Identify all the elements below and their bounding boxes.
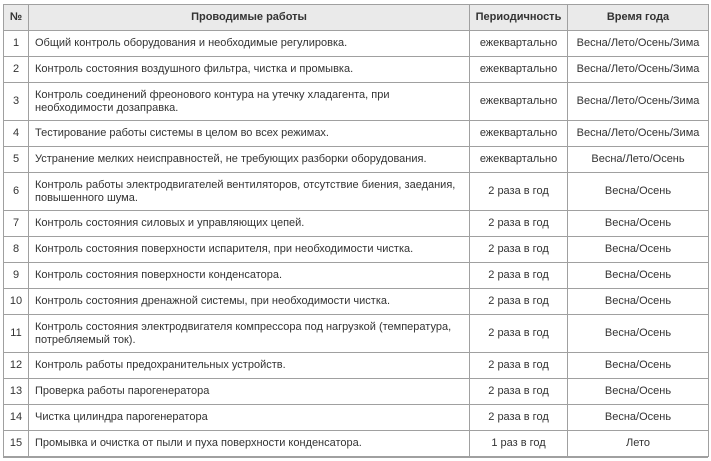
table-row xyxy=(4,83,709,121)
row-season: Весна/Осень xyxy=(568,315,709,353)
row-number: 3 xyxy=(4,83,29,121)
row-season: Весна/Осень xyxy=(568,353,709,379)
row-season: Весна/Лето/Осень/Зима xyxy=(568,121,709,147)
row-work-description: Устранение мелких неисправностей, не требующих разборки оборудования. xyxy=(29,147,470,173)
row-periodicity: ежеквартально xyxy=(470,31,568,57)
row-work-description: Контроль состояния поверхности испарителя, при необходимости чистка. xyxy=(29,237,470,263)
row-season: Весна/Лето/Осень/Зима xyxy=(568,57,709,83)
row-season: Весна/Осень xyxy=(568,237,709,263)
row-work-description: Контроль состояния воздушного фильтра, чистка и промывка. xyxy=(29,57,470,83)
table-row xyxy=(4,57,709,83)
row-number: 12 xyxy=(4,353,29,379)
row-periodicity: 2 раза в год xyxy=(470,315,568,353)
table-row xyxy=(4,147,709,173)
row-work-description: Чистка цилиндра парогенератора xyxy=(29,405,470,431)
header-row xyxy=(4,5,709,31)
row-periodicity: ежеквартально xyxy=(470,83,568,121)
table-row xyxy=(4,173,709,211)
row-season: Весна/Осень xyxy=(568,405,709,431)
table-row xyxy=(4,353,709,379)
row-number: 8 xyxy=(4,237,29,263)
row-season: Весна/Осень xyxy=(568,289,709,315)
row-number: 13 xyxy=(4,379,29,405)
row-season: Весна/Осень xyxy=(568,173,709,211)
table-row xyxy=(4,431,709,457)
row-work-description: Тестирование работы системы в целом во всех режимах. xyxy=(29,121,470,147)
table-row xyxy=(4,405,709,431)
row-work-description: Контроль работы предохранительных устройств. xyxy=(29,353,470,379)
row-number: 11 xyxy=(4,315,29,353)
row-work-description: Проверка работы парогенератора xyxy=(29,379,470,405)
table-row xyxy=(4,237,709,263)
row-periodicity: 1 раз в год xyxy=(470,431,568,457)
row-number: 4 xyxy=(4,121,29,147)
row-periodicity: 2 раза в год xyxy=(470,237,568,263)
row-periodicity: ежеквартально xyxy=(470,147,568,173)
row-work-description: Контроль соединений фреонового контура на утечку хладагента, при необходимости дозаправка. xyxy=(29,83,470,121)
row-work-description: Общий контроль оборудования и необходимые регулировка. xyxy=(29,31,470,57)
header-number: № xyxy=(4,5,29,31)
row-season: Весна/Осень xyxy=(568,379,709,405)
row-season: Весна/Осень xyxy=(568,263,709,289)
row-number: 5 xyxy=(4,147,29,173)
row-number: 6 xyxy=(4,173,29,211)
maintenance-works-table xyxy=(3,4,709,457)
header-season: Время года xyxy=(568,5,709,31)
row-work-description: Промывка и очистка от пыли и пуха поверхности конденсатора. xyxy=(29,431,470,457)
header-periodicity: Периодичность xyxy=(470,5,568,31)
row-number: 10 xyxy=(4,289,29,315)
row-periodicity: ежеквартально xyxy=(470,57,568,83)
row-work-description: Контроль состояния дренажной системы, при необходимости чистка. xyxy=(29,289,470,315)
row-number: 9 xyxy=(4,263,29,289)
row-season: Весна/Осень xyxy=(568,211,709,237)
row-number: 7 xyxy=(4,211,29,237)
row-number: 1 xyxy=(4,31,29,57)
row-periodicity: 2 раза в год xyxy=(470,173,568,211)
row-season: Лето xyxy=(568,431,709,457)
row-season: Весна/Лето/Осень/Зима xyxy=(568,83,709,121)
row-periodicity: ежеквартально xyxy=(470,121,568,147)
row-work-description: Контроль состояния силовых и управляющих цепей. xyxy=(29,211,470,237)
row-periodicity: 2 раза в год xyxy=(470,289,568,315)
row-number: 14 xyxy=(4,405,29,431)
table-row xyxy=(4,289,709,315)
table-row xyxy=(4,211,709,237)
row-work-description: Контроль работы электродвигателей вентиляторов, отсутствие биения, заедания, повышенного шума. xyxy=(29,173,470,211)
row-number: 2 xyxy=(4,57,29,83)
row-season: Весна/Лето/Осень xyxy=(568,147,709,173)
table-row xyxy=(4,31,709,57)
header-works: Проводимые работы xyxy=(29,5,470,31)
row-periodicity: 2 раза в год xyxy=(470,263,568,289)
row-periodicity: 2 раза в год xyxy=(470,353,568,379)
table-row xyxy=(4,121,709,147)
row-work-description: Контроль состояния поверхности конденсатора. xyxy=(29,263,470,289)
table-body xyxy=(4,31,709,457)
table-bottom-border xyxy=(3,457,708,458)
row-number: 15 xyxy=(4,431,29,457)
table-row xyxy=(4,379,709,405)
table-row xyxy=(4,263,709,289)
row-season: Весна/Лето/Осень/Зима xyxy=(568,31,709,57)
row-periodicity: 2 раза в год xyxy=(470,211,568,237)
row-periodicity: 2 раза в год xyxy=(470,405,568,431)
row-periodicity: 2 раза в год xyxy=(470,379,568,405)
row-work-description: Контроль состояния электродвигателя компрессора под нагрузкой (температура, потребляемый ток). xyxy=(29,315,470,353)
table-row xyxy=(4,315,709,353)
